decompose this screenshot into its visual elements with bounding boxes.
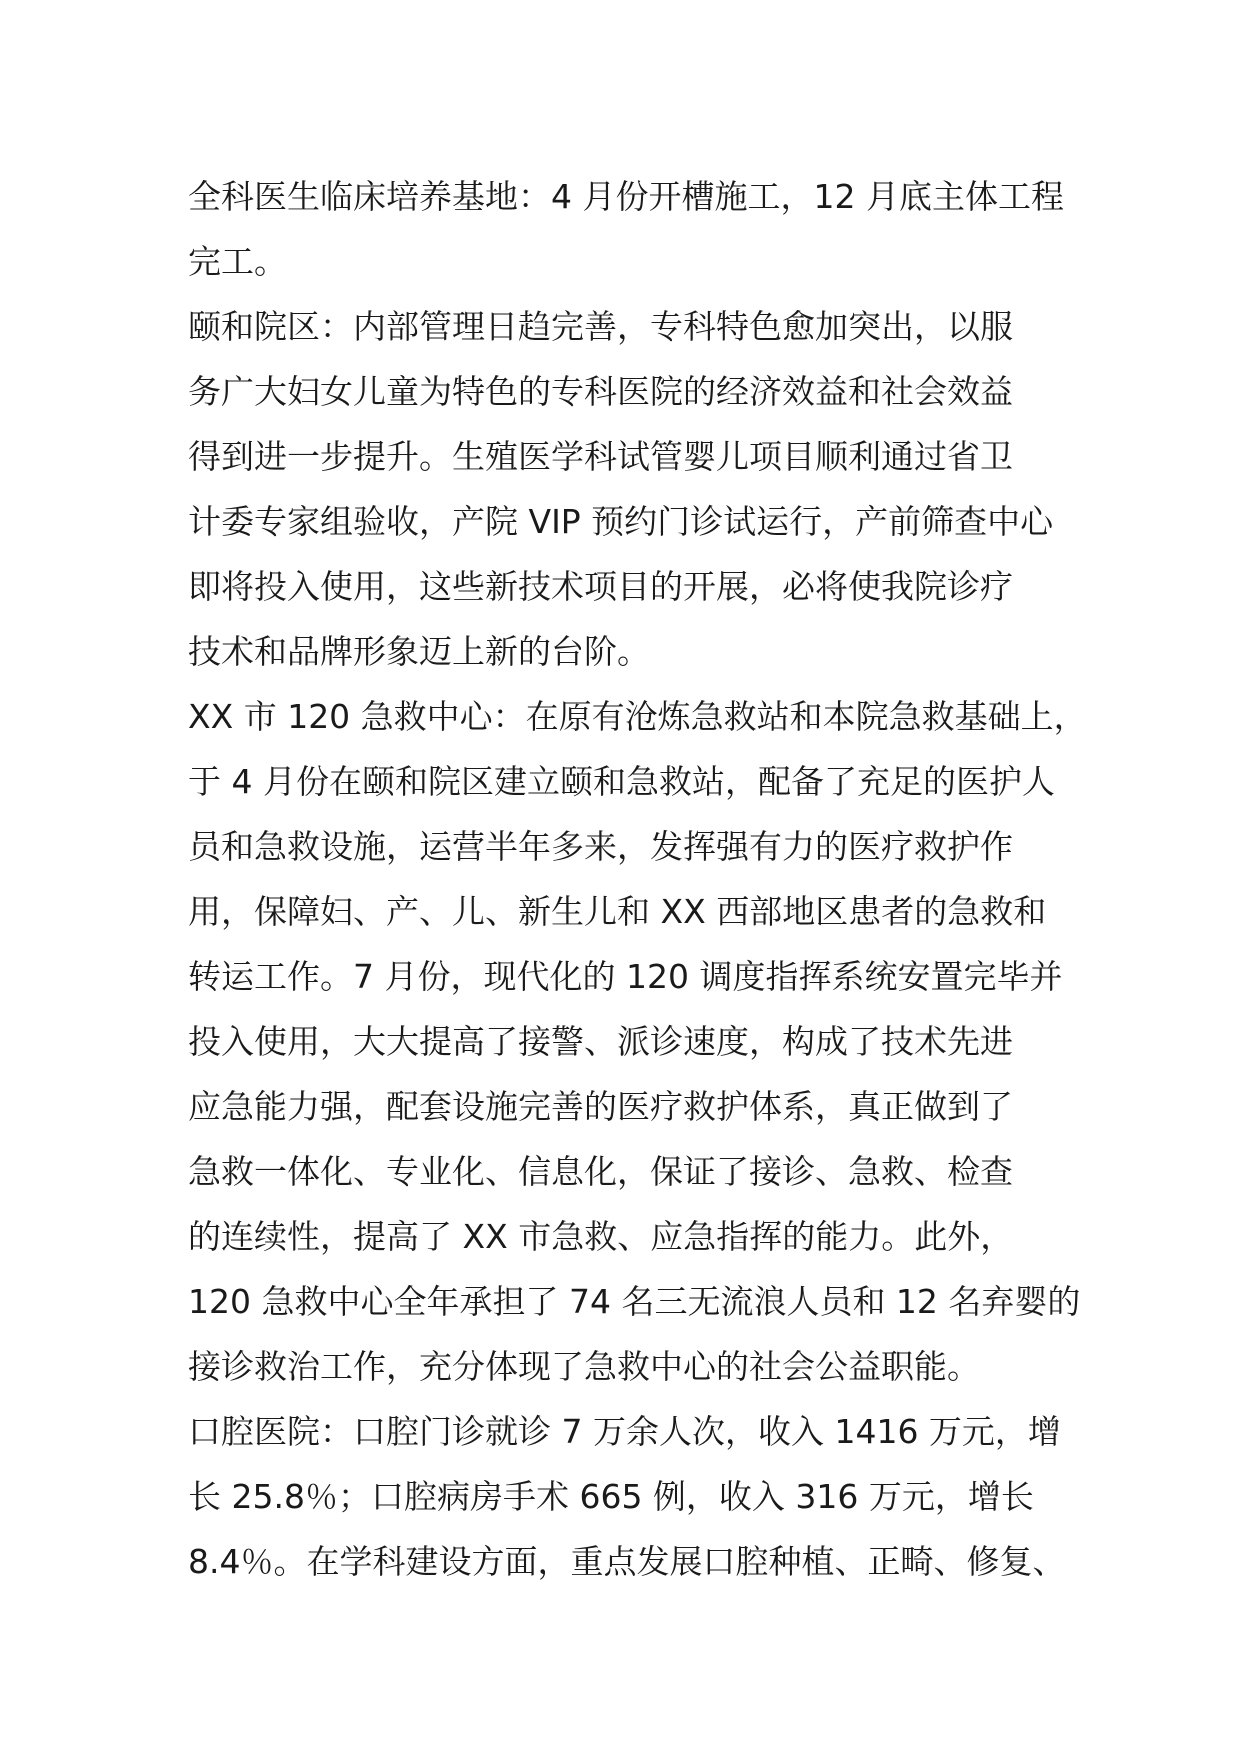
body-text <box>188 164 1088 1594</box>
text-line: 务广大妇女儿童为特色的专科医院的经济效益和社会效益 <box>188 372 1013 411</box>
text-line: 员和急救设施，运营半年多来，发挥强有力的医疗救护作 <box>188 827 1013 866</box>
text-line: 计委专家组验收，产院 VIP 预约门诊试运行，产前筛查中心 <box>188 502 1054 541</box>
text-line: 全科医生临床培养基地：4 月份开槽施工，12 月底主体工程 <box>188 177 1064 216</box>
text-line: XX 市 120 急救中心：在原有沧炼急救站和本院急救基础上， <box>188 697 1087 736</box>
text-line: 应急能力强，配套设施完善的医疗救护体系，真正做到了 <box>188 1087 1013 1126</box>
text-line: 急救一体化、专业化、信息化，保证了接诊、急救、检查 <box>188 1152 1013 1191</box>
text-line: 长 25.8％；口腔病房手术 665 例，收入 316 万元，增长 <box>188 1477 1034 1516</box>
text-line: 颐和院区：内部管理日趋完善，专科特色愈加突出，以服 <box>188 307 1013 346</box>
text-line: 8.4％。在学科建设方面，重点发展口腔种植、正畸、修复、 <box>188 1542 1066 1581</box>
text-line: 接诊救治工作，充分体现了急救中心的社会公益职能。 <box>188 1347 980 1386</box>
text-line: 用，保障妇、产、儿、新生儿和 XX 西部地区患者的急救和 <box>188 892 1047 931</box>
text-line: 转运工作。7 月份，现代化的 120 调度指挥系统安置完毕并 <box>188 957 1063 996</box>
text-line: 得到进一步提升。生殖医学科试管婴儿项目顺利通过省卫 <box>188 437 1013 476</box>
text-line: 完工。 <box>188 242 287 281</box>
text-line: 口腔医院：口腔门诊就诊 7 万余人次，收入 1416 万元，增 <box>188 1412 1061 1451</box>
text-line: 即将投入使用，这些新技术项目的开展，必将使我院诊疗 <box>188 567 1013 606</box>
text-line: 的连续性，提高了 XX 市急救、应急指挥的能力。此外， <box>188 1217 1014 1256</box>
text-line: 投入使用，大大提高了接警、派诊速度，构成了技术先进 <box>188 1022 1013 1061</box>
text-line: 技术和品牌形象迈上新的台阶。 <box>188 632 650 671</box>
text-line: 于 4 月份在颐和院区建立颐和急救站，配备了充足的医护人 <box>188 762 1055 801</box>
text-line: 120 急救中心全年承担了 74 名三无流浪人员和 12 名弃婴的 <box>188 1282 1081 1321</box>
